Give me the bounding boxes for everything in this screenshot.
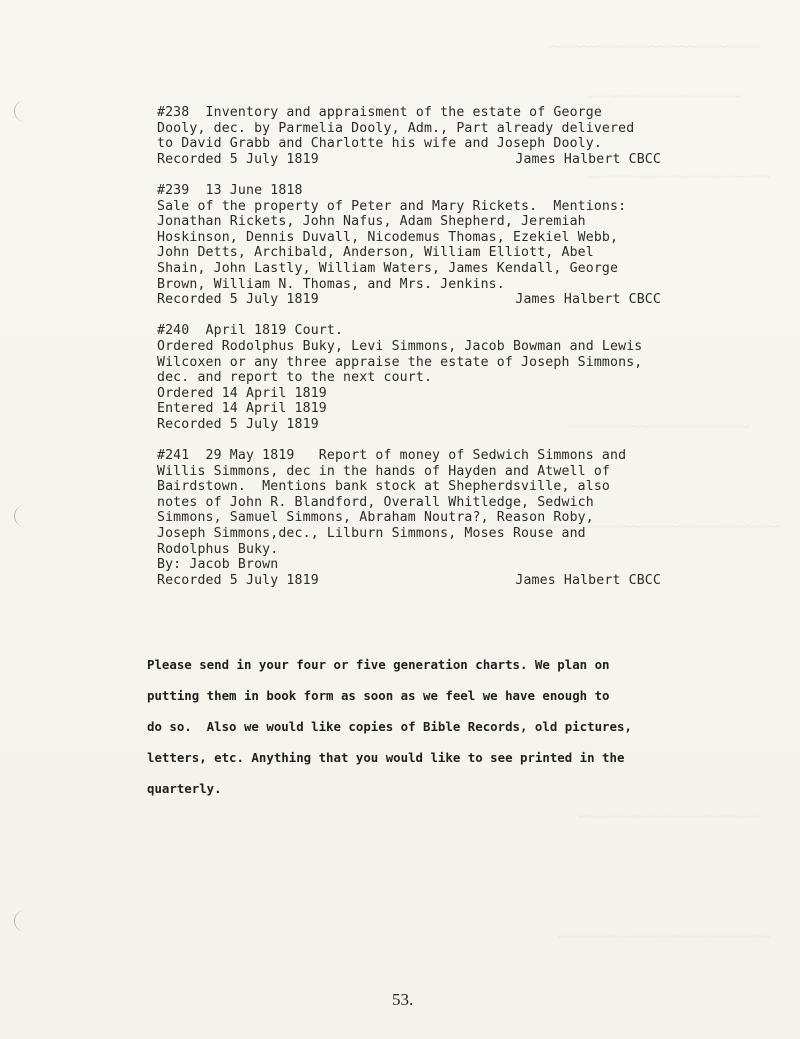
entry-line: Brown, William N. Thomas, and Mrs. Jenkins. bbox=[157, 276, 505, 292]
entry-line: Simmons, Samuel Simmons, Abraham Noutra?, Reason Roby, bbox=[157, 510, 594, 526]
entry-line: Ordered 14 April 1819 bbox=[157, 385, 327, 401]
entry-line: Shain, John Lastly, William Waters, James Kendall, George bbox=[157, 260, 619, 276]
record-entry bbox=[157, 105, 747, 167]
entry-line: By: Jacob Brown bbox=[157, 557, 279, 573]
record-entry bbox=[157, 323, 747, 432]
notice-line: putting them in book form as soon as we feel we have enough to bbox=[147, 688, 610, 703]
recorded-date: Recorded 5 July 1819 bbox=[157, 151, 319, 167]
record-entries bbox=[157, 105, 747, 604]
entry-line: Jonathan Rickets, John Nafus, Adam Shepherd, Jeremiah bbox=[157, 214, 586, 230]
recorded-date: Recorded 5 July 1819 bbox=[157, 416, 319, 432]
entry-line: Rodolphus Buky. bbox=[157, 541, 279, 557]
recorded-line bbox=[157, 573, 661, 589]
entry-line: dec. and report to the next court. bbox=[157, 370, 433, 386]
entry-line: notes of John R. Blandford, Overall Whitledge, Sedwich bbox=[157, 494, 594, 510]
page-number: 53. bbox=[392, 990, 414, 1009]
notice-line: quarterly. bbox=[147, 781, 222, 796]
clerk-signature: James Halbert CBCC bbox=[515, 292, 661, 308]
entry-line: John Detts, Archibald, Anderson, William Elliott, Abel bbox=[157, 245, 594, 261]
entry-line: to David Grabb and Charlotte his wife and Joseph Dooly. bbox=[157, 136, 602, 152]
entry-line: Dooly, dec. by Parmelia Dooly, Adm., Part already delivered bbox=[157, 120, 635, 136]
recorded-date: Recorded 5 July 1819 bbox=[157, 292, 319, 308]
clerk-signature: James Halbert CBCC bbox=[515, 572, 661, 588]
entry-line: Willis Simmons, dec in the hands of Hayden and Atwell of bbox=[157, 463, 611, 479]
bleed-through-texture: ~~~~~~~~~~~~~~~~~~~~~~~~~~~~ ~~~~~~~~~~~~~~~~~~~~ ~~~~~~~~~~~~~~~~~~~~~~~~ ~~~~~~~~~~~~~~~~~~~~~~~~ ~~~~~~~~~~~~~~~~~~~~~~~~~~~~~~~~ ~~~~~~~~~~~~~~~~~~~~~~~~ ~~~~~~~~~~~~~~~~~~~~~~~~~~~~ bbox=[537, 40, 780, 945]
record-entry bbox=[157, 448, 747, 588]
entry-line: #239 13 June 1818 bbox=[157, 182, 303, 198]
notice-line: do so. Also we would like copies of Bible Records, old pictures, bbox=[147, 719, 632, 734]
punch-hole-top bbox=[14, 100, 37, 122]
entry-line: #241 29 May 1819 Report of money of Sedwich Simmons and bbox=[157, 448, 627, 464]
punch-hole-middle bbox=[14, 505, 37, 527]
entry-line: #238 Inventory and appraisment of the estate of George bbox=[157, 105, 602, 120]
entry-line: Bairdstown. Mentions bank stock at Shepherdsville, also bbox=[157, 479, 611, 495]
entry-line: #240 April 1819 Court. bbox=[157, 323, 344, 339]
entry-line: Ordered Rodolphus Buky, Levi Simmons, Jacob Bowman and Lewis bbox=[157, 338, 643, 354]
punch-hole-bottom bbox=[14, 910, 37, 932]
submission-notice bbox=[147, 649, 687, 804]
recorded-line bbox=[157, 152, 661, 168]
entry-line: Entered 14 April 1819 bbox=[157, 401, 327, 417]
clerk-signature: James Halbert CBCC bbox=[515, 151, 661, 167]
entry-line: Hoskinson, Dennis Duvall, Nicodemus Thomas, Ezekiel Webb, bbox=[157, 229, 619, 245]
recorded-line bbox=[157, 417, 661, 433]
recorded-line bbox=[157, 292, 661, 308]
record-entry bbox=[157, 183, 747, 308]
recorded-date: Recorded 5 July 1819 bbox=[157, 572, 319, 588]
entry-line: Joseph Simmons,dec., Lilburn Simmons, Moses Rouse and bbox=[157, 526, 586, 542]
entry-line: Wilcoxen or any three appraise the estate of Joseph Simmons, bbox=[157, 354, 643, 370]
entry-line: Sale of the property of Peter and Mary Rickets. Mentions: bbox=[157, 198, 627, 214]
notice-line: Please send in your four or five generation charts. We plan on bbox=[147, 657, 610, 672]
notice-line: letters, etc. Anything that you would like to see printed in the bbox=[147, 750, 625, 765]
